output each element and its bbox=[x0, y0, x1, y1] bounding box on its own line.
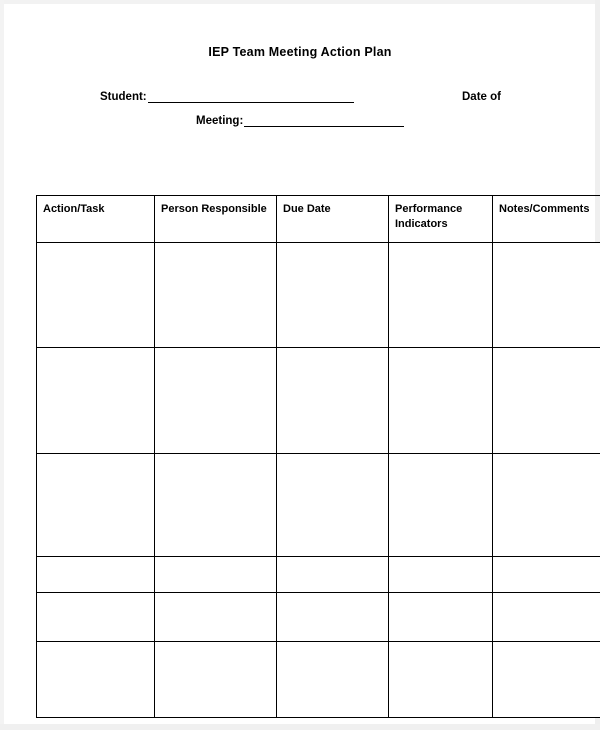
table-cell[interactable] bbox=[493, 243, 600, 348]
table-cell[interactable] bbox=[493, 454, 600, 557]
table-cell[interactable] bbox=[155, 593, 277, 642]
table-cell[interactable] bbox=[37, 557, 155, 593]
table-cell[interactable] bbox=[155, 348, 277, 454]
table-cell[interactable] bbox=[37, 243, 155, 348]
table-cell[interactable] bbox=[277, 642, 389, 718]
table-cell[interactable] bbox=[37, 593, 155, 642]
table-cell[interactable] bbox=[155, 557, 277, 593]
table-cell[interactable] bbox=[155, 243, 277, 348]
table-cell[interactable] bbox=[277, 243, 389, 348]
meeting-field-label: Meeting: bbox=[196, 115, 244, 127]
table-cell[interactable] bbox=[389, 348, 493, 454]
table-cell[interactable] bbox=[155, 642, 277, 718]
table-header bbox=[37, 196, 600, 243]
table-cell[interactable] bbox=[493, 348, 600, 454]
table-cell[interactable] bbox=[389, 243, 493, 348]
page-title: IEP Team Meeting Action Plan bbox=[208, 45, 392, 59]
column-header-person-responsible: Person Responsible bbox=[155, 196, 277, 243]
table-row bbox=[37, 593, 600, 642]
table-cell[interactable] bbox=[37, 454, 155, 557]
table-header-row bbox=[37, 196, 600, 243]
table-row bbox=[37, 348, 600, 454]
table-cell[interactable] bbox=[277, 454, 389, 557]
table-cell[interactable] bbox=[277, 557, 389, 593]
table-cell[interactable] bbox=[277, 348, 389, 454]
table-cell[interactable] bbox=[155, 454, 277, 557]
table-row bbox=[37, 454, 600, 557]
column-header-action-task: Action/Task bbox=[37, 196, 155, 243]
page-edge-bottom bbox=[0, 724, 600, 730]
meeting-date-field bbox=[196, 115, 404, 127]
table-cell[interactable] bbox=[389, 454, 493, 557]
page-edge-left bbox=[0, 0, 4, 730]
table-cell[interactable] bbox=[493, 593, 600, 642]
table-cell[interactable] bbox=[389, 593, 493, 642]
column-header-due-date: Due Date bbox=[277, 196, 389, 243]
table-cell[interactable] bbox=[277, 593, 389, 642]
table-cell[interactable] bbox=[389, 642, 493, 718]
student-field-input[interactable] bbox=[148, 91, 354, 103]
table-body bbox=[37, 243, 600, 718]
student-field bbox=[100, 91, 354, 103]
action-plan-table bbox=[36, 195, 600, 718]
table-row bbox=[37, 557, 600, 593]
meeting-date-input[interactable] bbox=[244, 115, 404, 127]
table-cell[interactable] bbox=[37, 642, 155, 718]
page-edge-top bbox=[0, 0, 600, 4]
table-cell[interactable] bbox=[37, 348, 155, 454]
date-of-label: Date of bbox=[462, 91, 501, 103]
table-cell[interactable] bbox=[389, 557, 493, 593]
column-header-performance-indicators: Performance Indicators bbox=[389, 196, 493, 243]
student-field-label: Student: bbox=[100, 91, 147, 103]
table-cell[interactable] bbox=[493, 642, 600, 718]
table-row bbox=[37, 243, 600, 348]
table-cell[interactable] bbox=[493, 557, 600, 593]
table-row bbox=[37, 642, 600, 718]
date-of-field-label-part1 bbox=[462, 91, 501, 103]
column-header-notes-comments: Notes/Comments bbox=[493, 196, 600, 243]
